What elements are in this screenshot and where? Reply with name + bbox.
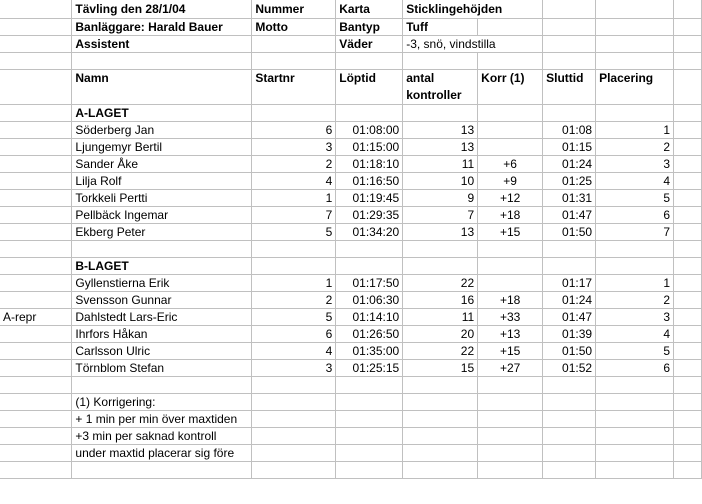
placement[interactable]: 6 [596, 359, 674, 376]
control-count[interactable]: 13 [403, 121, 478, 138]
cell-empty[interactable] [674, 342, 702, 359]
footnote-line-3[interactable]: +3 min per saknad kontroll [72, 427, 252, 444]
cell-empty[interactable] [478, 410, 543, 427]
table-row [0, 274, 702, 291]
cell-empty[interactable] [0, 461, 72, 478]
final-time[interactable]: 01:24 [543, 291, 596, 308]
col-korr[interactable]: Korr (1) [478, 69, 543, 104]
row-note[interactable] [0, 342, 72, 359]
cell-empty[interactable] [336, 376, 403, 393]
motto-label[interactable]: Motto [252, 18, 336, 35]
row-note[interactable] [0, 359, 72, 376]
table-row [0, 155, 702, 172]
cell-empty[interactable] [252, 104, 336, 121]
cell-empty[interactable] [596, 18, 674, 35]
weather-label[interactable]: Väder [336, 35, 403, 52]
control-count[interactable]: 16 [403, 291, 478, 308]
footnote-line-2[interactable]: + 1 min per min över maxtiden [72, 410, 252, 427]
runner-name[interactable]: Ihrfors Håkan [72, 325, 252, 342]
cell-empty[interactable] [543, 393, 596, 410]
table-row [0, 359, 702, 376]
run-time[interactable]: 01:25:15 [336, 359, 403, 376]
cell-empty[interactable] [674, 121, 702, 138]
start-number[interactable]: 6 [252, 121, 336, 138]
correction[interactable] [478, 121, 543, 138]
table-row [0, 138, 702, 155]
placement[interactable]: 4 [596, 325, 674, 342]
cell-empty[interactable] [0, 410, 72, 427]
start-number[interactable]: 4 [252, 172, 336, 189]
final-time[interactable]: 01:50 [543, 342, 596, 359]
cell-empty[interactable] [674, 325, 702, 342]
start-number[interactable]: 5 [252, 223, 336, 240]
start-number[interactable]: 1 [252, 189, 336, 206]
correction[interactable]: +27 [478, 359, 543, 376]
cell-empty[interactable] [674, 35, 702, 52]
placement[interactable]: 4 [596, 172, 674, 189]
cell-empty[interactable] [674, 138, 702, 155]
cell-empty[interactable] [674, 308, 702, 325]
karta-label[interactable]: Karta [336, 0, 403, 18]
cell-empty[interactable] [0, 69, 72, 104]
cell-empty[interactable] [674, 0, 702, 18]
cell-empty[interactable] [596, 393, 674, 410]
cell-empty[interactable] [674, 393, 702, 410]
start-number[interactable]: 2 [252, 291, 336, 308]
correction[interactable]: +18 [478, 291, 543, 308]
footnote-line-1[interactable]: (1) Korrigering: [72, 393, 252, 410]
cell-empty[interactable] [252, 52, 336, 69]
final-time[interactable]: 01:52 [543, 359, 596, 376]
col-startnr[interactable]: Startnr [252, 69, 336, 104]
placement[interactable]: 1 [596, 274, 674, 291]
run-time[interactable]: 01:16:50 [336, 172, 403, 189]
cell-empty[interactable] [403, 444, 478, 461]
cell-empty[interactable] [72, 52, 252, 69]
start-number[interactable]: 1 [252, 274, 336, 291]
cell-empty[interactable] [336, 257, 403, 274]
run-time[interactable]: 01:26:50 [336, 325, 403, 342]
cell-empty[interactable] [674, 104, 702, 121]
correction[interactable]: +9 [478, 172, 543, 189]
cell-empty[interactable] [336, 427, 403, 444]
control-count[interactable]: 15 [403, 359, 478, 376]
cell-empty[interactable] [403, 393, 478, 410]
cell-empty[interactable] [674, 410, 702, 427]
table-row [0, 172, 702, 189]
start-number[interactable]: 6 [252, 325, 336, 342]
placement[interactable]: 5 [596, 189, 674, 206]
cell-empty[interactable] [674, 444, 702, 461]
table-row [0, 291, 702, 308]
final-time[interactable]: 01:25 [543, 172, 596, 189]
correction[interactable] [478, 138, 543, 155]
cell-empty[interactable] [674, 257, 702, 274]
cell-empty[interactable] [543, 240, 596, 257]
control-count[interactable]: 22 [403, 342, 478, 359]
cell-empty[interactable] [596, 35, 674, 52]
cell-empty[interactable] [0, 104, 72, 121]
control-count[interactable]: 10 [403, 172, 478, 189]
cell-empty[interactable] [403, 104, 478, 121]
row-note[interactable] [0, 189, 72, 206]
cell-empty[interactable] [674, 52, 702, 69]
table-row [0, 121, 702, 138]
cell-empty[interactable] [0, 393, 72, 410]
run-time[interactable]: 01:14:10 [336, 308, 403, 325]
control-count[interactable]: 7 [403, 206, 478, 223]
col-antal: antal [406, 70, 435, 85]
run-time[interactable]: 01:34:20 [336, 223, 403, 240]
cell-empty[interactable] [596, 257, 674, 274]
weather-value[interactable]: -3, snö, vindstilla [403, 35, 543, 52]
control-count[interactable]: 11 [403, 155, 478, 172]
cell-empty[interactable] [596, 376, 674, 393]
cell-empty[interactable] [478, 257, 543, 274]
cell-empty[interactable] [674, 274, 702, 291]
row-note[interactable] [0, 274, 72, 291]
start-number[interactable]: 4 [252, 342, 336, 359]
correction[interactable]: +15 [478, 223, 543, 240]
cell-empty[interactable] [252, 240, 336, 257]
cell-empty[interactable] [478, 52, 543, 69]
cell-empty[interactable] [674, 427, 702, 444]
cell-empty[interactable] [478, 240, 543, 257]
cell-empty[interactable] [596, 444, 674, 461]
cell-empty[interactable] [596, 104, 674, 121]
final-time[interactable]: 01:17 [543, 274, 596, 291]
correction[interactable] [478, 274, 543, 291]
cell-empty[interactable] [674, 155, 702, 172]
cell-empty[interactable] [543, 35, 596, 52]
runner-name[interactable]: Ekberg Peter [72, 223, 252, 240]
placement[interactable]: 2 [596, 291, 674, 308]
cell-empty[interactable] [543, 461, 596, 478]
correction[interactable]: +15 [478, 342, 543, 359]
col-sluttid[interactable]: Sluttid [543, 69, 596, 104]
row-note[interactable] [0, 291, 72, 308]
control-count[interactable]: 13 [403, 138, 478, 155]
cell-empty[interactable] [478, 393, 543, 410]
cell-empty[interactable] [674, 376, 702, 393]
cell-empty[interactable] [72, 376, 252, 393]
final-time[interactable]: 01:47 [543, 206, 596, 223]
cell-empty[interactable] [336, 52, 403, 69]
control-count[interactable]: 20 [403, 325, 478, 342]
cell-empty[interactable] [543, 410, 596, 427]
cell-empty[interactable] [0, 0, 72, 18]
placement[interactable]: 1 [596, 121, 674, 138]
run-time[interactable]: 01:35:00 [336, 342, 403, 359]
cell-empty[interactable] [674, 172, 702, 189]
placement[interactable]: 3 [596, 308, 674, 325]
cell-empty[interactable] [543, 52, 596, 69]
cell-empty[interactable] [543, 0, 596, 18]
cell-empty[interactable] [478, 104, 543, 121]
cell-empty[interactable] [674, 461, 702, 478]
table-row [0, 223, 702, 240]
cell-empty[interactable] [674, 189, 702, 206]
nummer-label[interactable]: Nummer [252, 0, 336, 18]
cell-empty[interactable] [72, 461, 252, 478]
table-row [0, 342, 702, 359]
cell-empty[interactable] [674, 291, 702, 308]
runner-name[interactable]: Svensson Gunnar [72, 291, 252, 308]
cell-empty[interactable] [596, 427, 674, 444]
col-placering[interactable]: Placering [596, 69, 674, 104]
course-setter[interactable]: Banläggare: Harald Bauer [72, 18, 252, 35]
final-time[interactable]: 01:08 [543, 121, 596, 138]
cell-empty[interactable] [403, 376, 478, 393]
cell-empty[interactable] [0, 35, 72, 52]
final-time[interactable]: 01:39 [543, 325, 596, 342]
final-time[interactable]: 01:47 [543, 308, 596, 325]
cell-empty[interactable] [478, 376, 543, 393]
col-namn[interactable]: Namn [72, 69, 252, 104]
cell-empty[interactable] [252, 427, 336, 444]
runner-name[interactable]: Dahlstedt Lars-Eric [72, 308, 252, 325]
runner-name[interactable]: Carlsson Ulric [72, 342, 252, 359]
cell-empty[interactable] [403, 427, 478, 444]
cell-empty[interactable] [674, 69, 702, 104]
run-time[interactable]: 01:06:30 [336, 291, 403, 308]
section-b-title[interactable]: B-LAGET [72, 257, 252, 274]
table-row [0, 189, 702, 206]
cell-empty[interactable] [252, 461, 336, 478]
cell-empty[interactable] [336, 410, 403, 427]
row-note[interactable] [0, 121, 72, 138]
runner-name[interactable]: Gyllenstierna Erik [72, 274, 252, 291]
cell-empty[interactable] [0, 240, 72, 257]
cell-empty[interactable] [403, 461, 478, 478]
final-time[interactable]: 01:24 [543, 155, 596, 172]
cell-empty[interactable] [674, 18, 702, 35]
row-note[interactable] [0, 138, 72, 155]
cell-empty[interactable] [403, 257, 478, 274]
cell-empty[interactable] [336, 240, 403, 257]
run-time[interactable]: 01:18:10 [336, 155, 403, 172]
correction[interactable]: +33 [478, 308, 543, 325]
correction[interactable]: +12 [478, 189, 543, 206]
cell-empty[interactable] [336, 104, 403, 121]
cell-empty[interactable] [596, 461, 674, 478]
table-row [0, 325, 702, 342]
cell-empty[interactable] [543, 427, 596, 444]
run-time[interactable]: 01:19:45 [336, 189, 403, 206]
correction[interactable]: +13 [478, 325, 543, 342]
karta-value[interactable]: Sticklingehöjden [403, 0, 543, 18]
final-time[interactable]: 01:15 [543, 138, 596, 155]
start-number[interactable]: 5 [252, 308, 336, 325]
runner-name[interactable]: Sander Åke [72, 155, 252, 172]
final-time[interactable]: 01:31 [543, 189, 596, 206]
correction[interactable]: +6 [478, 155, 543, 172]
cell-empty[interactable] [596, 410, 674, 427]
cell-empty[interactable] [674, 223, 702, 240]
placement[interactable]: 6 [596, 206, 674, 223]
cell-empty[interactable] [543, 257, 596, 274]
start-number[interactable]: 3 [252, 359, 336, 376]
cell-empty[interactable] [543, 18, 596, 35]
col-antal-kontroller[interactable] [403, 69, 478, 104]
table-row [0, 308, 702, 325]
cell-empty[interactable] [543, 104, 596, 121]
cell-empty[interactable] [478, 444, 543, 461]
cell-empty[interactable] [252, 393, 336, 410]
control-count[interactable]: 13 [403, 223, 478, 240]
cell-empty[interactable] [478, 18, 543, 35]
cell-empty[interactable] [403, 410, 478, 427]
control-count[interactable]: 9 [403, 189, 478, 206]
cell-empty[interactable] [0, 52, 72, 69]
cell-empty[interactable] [543, 376, 596, 393]
cell-empty[interactable] [0, 257, 72, 274]
bantyp-value[interactable]: Tuff [403, 18, 478, 35]
cell-empty[interactable] [674, 359, 702, 376]
cell-empty[interactable] [252, 410, 336, 427]
cell-empty[interactable] [336, 444, 403, 461]
cell-empty[interactable] [252, 35, 336, 52]
cell-empty[interactable] [596, 52, 674, 69]
start-number[interactable]: 3 [252, 138, 336, 155]
run-time[interactable]: 01:29:35 [336, 206, 403, 223]
cell-empty[interactable] [596, 0, 674, 18]
run-time[interactable]: 01:15:00 [336, 138, 403, 155]
runner-name[interactable]: Ljungemyr Bertil [72, 138, 252, 155]
placement[interactable]: 2 [596, 138, 674, 155]
cell-empty[interactable] [0, 427, 72, 444]
cell-empty[interactable] [252, 376, 336, 393]
row-note[interactable]: A-repr [0, 308, 72, 325]
section-a-title[interactable]: A-LAGET [72, 104, 252, 121]
cell-empty[interactable] [543, 444, 596, 461]
cell-empty[interactable] [478, 427, 543, 444]
placement[interactable]: 5 [596, 342, 674, 359]
bantyp-label[interactable]: Bantyp [336, 18, 403, 35]
cell-empty[interactable] [0, 376, 72, 393]
cell-empty[interactable] [336, 393, 403, 410]
cell-empty[interactable] [674, 206, 702, 223]
row-note[interactable] [0, 172, 72, 189]
cell-empty[interactable] [252, 257, 336, 274]
start-number[interactable]: 7 [252, 206, 336, 223]
row-note[interactable] [0, 155, 72, 172]
table-row [0, 206, 702, 223]
runner-name[interactable]: Törnblom Stefan [72, 359, 252, 376]
placement[interactable]: 3 [596, 155, 674, 172]
cell-empty[interactable] [403, 52, 478, 69]
final-time[interactable]: 01:50 [543, 223, 596, 240]
cell-empty[interactable] [0, 18, 72, 35]
cell-empty[interactable] [596, 240, 674, 257]
cell-empty[interactable] [72, 240, 252, 257]
runner-name[interactable]: Söderberg Jan [72, 121, 252, 138]
col-loptid[interactable]: Löptid [336, 69, 403, 104]
cell-empty[interactable] [252, 444, 336, 461]
control-count[interactable]: 11 [403, 308, 478, 325]
footnote-line-4[interactable]: under maxtid placerar sig före [72, 444, 252, 461]
runner-name[interactable]: Torkkeli Pertti [72, 189, 252, 206]
cell-empty[interactable] [478, 461, 543, 478]
runner-name[interactable]: Lilja Rolf [72, 172, 252, 189]
start-number[interactable]: 2 [252, 155, 336, 172]
run-time[interactable]: 01:08:00 [336, 121, 403, 138]
placement[interactable]: 7 [596, 223, 674, 240]
assistant-label[interactable]: Assistent [72, 35, 252, 52]
row-note[interactable] [0, 325, 72, 342]
correction[interactable]: +18 [478, 206, 543, 223]
col-kontroller: kontroller [406, 87, 462, 102]
control-count[interactable]: 22 [403, 274, 478, 291]
cell-empty[interactable] [336, 461, 403, 478]
cell-empty[interactable] [674, 240, 702, 257]
row-note[interactable] [0, 206, 72, 223]
competition-date[interactable]: Tävling den 28/1/04 [72, 0, 252, 18]
row-note[interactable] [0, 223, 72, 240]
cell-empty[interactable] [403, 240, 478, 257]
cell-empty[interactable] [0, 444, 72, 461]
run-time[interactable]: 01:17:50 [336, 274, 403, 291]
runner-name[interactable]: Pellbäck Ingemar [72, 206, 252, 223]
